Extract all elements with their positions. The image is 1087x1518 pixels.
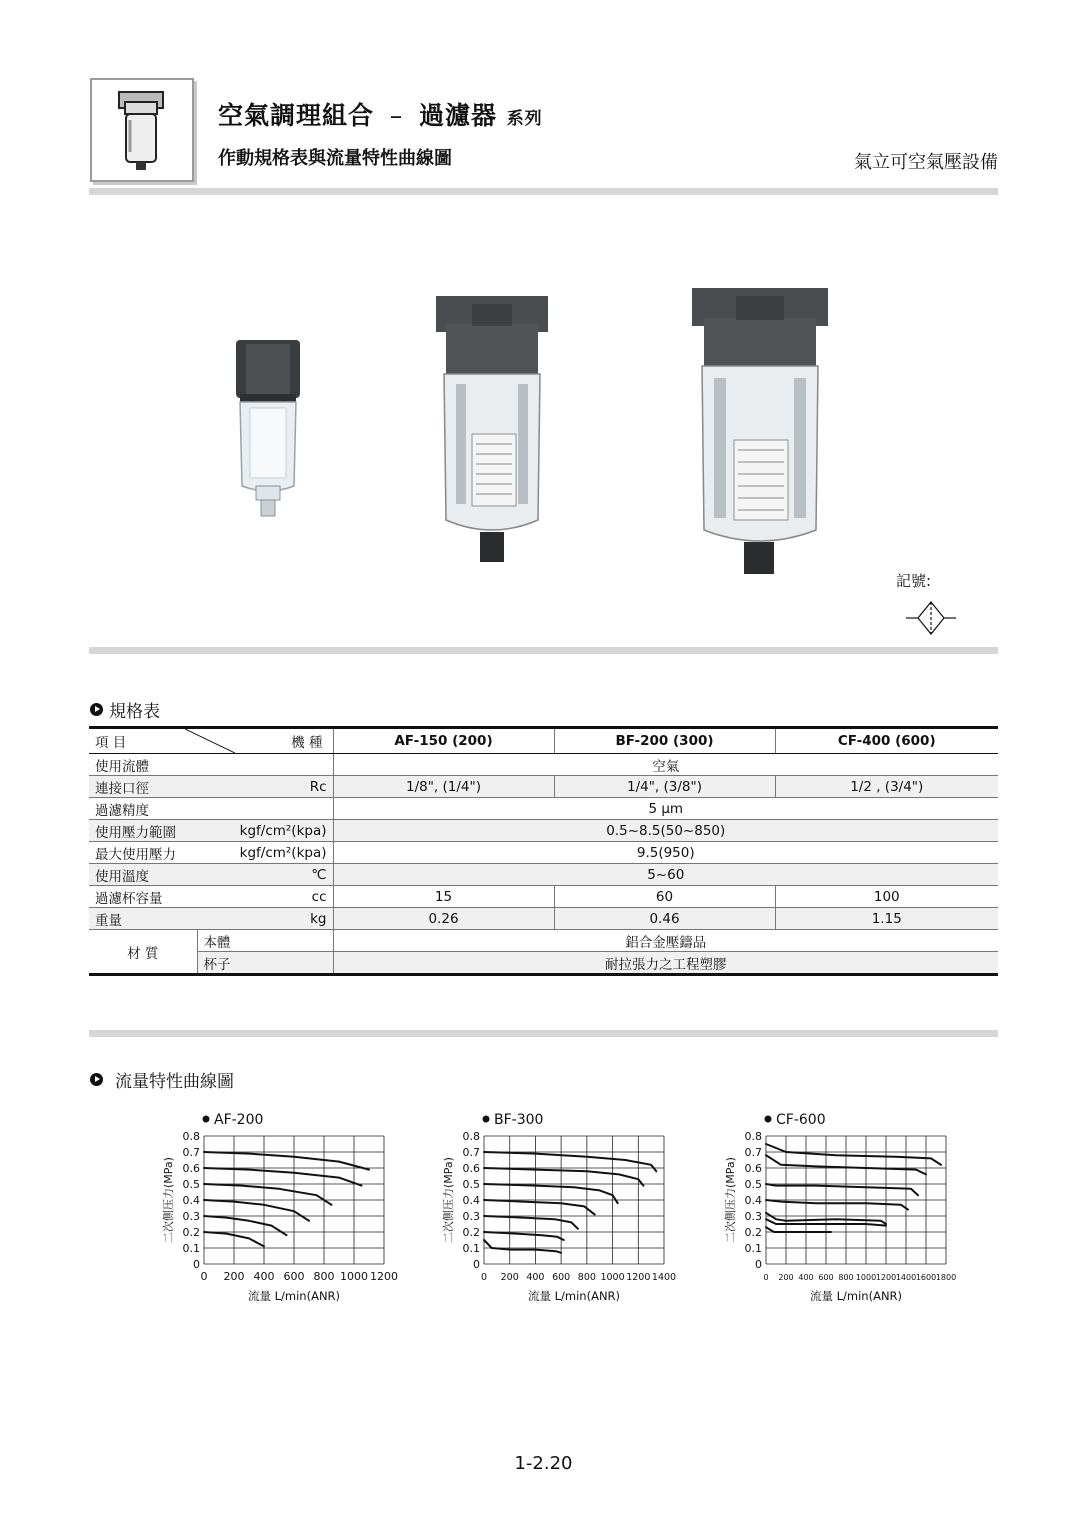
row-label: 使用壓力範圍 [89,820,197,842]
row-value: 100 [775,886,998,908]
y-axis-label: 二次側压力(MPa) [162,1157,175,1243]
y-tick-label: 0.7 [462,1146,480,1159]
spec-row-fluid [89,754,998,776]
section-divider [89,647,998,654]
series-line [204,1152,369,1170]
y-tick-label: 0.5 [182,1178,200,1191]
row-value: 5~60 [333,864,998,886]
y-tick-label: 0.8 [182,1130,200,1143]
x-axis-label: 流量 L/min(ANR) [809,1289,903,1303]
material-label: 材 質 [89,930,197,975]
row-value: 0.5~8.5(50~850) [333,820,998,842]
spec-heading [90,697,160,722]
material-value: 耐拉張力之工程塑膠 [333,952,998,975]
x-axis-label: 流量 L/min(ANR) [527,1289,621,1303]
y-tick-label: 0.4 [462,1194,480,1207]
y-tick-label: 0.2 [182,1226,200,1239]
flow-chart-cf600 [722,1108,982,1308]
legend-bullet-icon [483,1116,490,1123]
material-part: 本體 [197,930,333,952]
row-unit: kgf/cm²(kpa) [197,820,333,842]
y-tick-label: 0.7 [744,1146,762,1159]
row-value: 15 [333,886,554,908]
series-line [484,1216,578,1229]
spec-row-weight [89,908,998,930]
x-tick-label: 600 [552,1272,571,1283]
series-line [484,1200,595,1214]
y-tick-label: 0.5 [744,1178,762,1191]
row-label: 最大使用壓力 [89,842,197,864]
page-title [218,96,543,132]
y-tick-label: 0.3 [744,1210,762,1223]
row-value: 1/4", (3/8") [554,776,775,798]
row-value: 空氣 [333,754,998,776]
x-tick-label: 1200 [370,1270,398,1283]
x-tick-label: 1600 [915,1273,937,1282]
series-line [484,1232,564,1240]
spec-header-row [89,728,998,754]
spec-row-temperature [89,864,998,886]
series-line [204,1168,362,1186]
row-value: 9.5(950) [333,842,998,864]
x-tick-label: 1200 [875,1273,897,1282]
x-tick-label: 1200 [626,1272,651,1283]
page-number: 1-2.20 [514,1453,573,1474]
row-unit: Rc [197,776,333,798]
y-tick-label: 0.4 [744,1194,762,1207]
row-unit: cc [197,886,333,908]
y-tick-label: 0 [473,1258,480,1271]
y-tick-label: 0.3 [462,1210,480,1223]
flow-heading [90,1067,234,1092]
x-tick-label: 0 [480,1272,488,1283]
title-product: 過濾器 [418,101,497,130]
corner-right-label: 機 種 [291,735,323,751]
x-tick-label: 800 [313,1270,335,1283]
row-label: 重量 [89,908,197,930]
legend-bullet-icon [765,1116,772,1123]
series-line [766,1227,831,1232]
row-label: 連接口徑 [89,776,197,798]
chart-title: AF-200 [214,1112,264,1128]
model-header: AF-150 (200) [333,728,554,754]
spec-row-max-pressure [89,842,998,864]
page-subtitle: 作動規格表與流量特性曲線圖 [218,148,452,169]
corner-left-label: 項 目 [95,735,127,751]
chart-title: BF-300 [494,1112,544,1128]
y-tick-label: 0 [193,1258,200,1271]
row-unit: kgf/cm²(kpa) [197,842,333,864]
x-tick-label: 200 [223,1270,245,1283]
y-tick-label: 0.2 [744,1226,762,1239]
corner-diagonal [185,729,235,753]
material-part: 杯子 [197,952,333,975]
row-value: 5 μm [333,798,998,820]
y-tick-label: 0.8 [462,1130,480,1143]
y-tick-label: 0.2 [462,1226,480,1239]
y-tick-label: 0.6 [462,1162,480,1175]
y-tick-label: 0.6 [182,1162,200,1175]
flow-chart-bf300 [440,1108,700,1308]
y-tick-label: 0.1 [744,1242,762,1255]
y-tick-label: 0.8 [744,1130,762,1143]
spec-row-material-bowl [89,952,998,975]
spec-row-pressure-range [89,820,998,842]
row-label: 過濾精度 [89,798,333,820]
row-value: 0.26 [333,908,554,930]
y-tick-label: 0.6 [744,1162,762,1175]
header-divider [89,188,998,195]
x-tick-label: 400 [526,1272,545,1283]
bullet-arrow-icon [90,703,103,716]
row-value: 1.15 [775,908,998,930]
filter-symbol-icon [906,598,956,638]
x-tick-label: 800 [838,1273,854,1282]
row-value: 1/8", (1/4") [333,776,554,798]
y-tick-label: 0 [755,1258,762,1271]
spec-row-material-body [89,930,998,952]
x-tick-label: 1400 [895,1273,917,1282]
series-line [766,1184,918,1195]
bullet-arrow-icon [90,1073,103,1086]
x-tick-label: 1000 [600,1272,625,1283]
series-line [484,1168,643,1186]
row-value: 60 [554,886,775,908]
x-tick-label: 1000 [855,1273,877,1282]
legend-bullet-icon [203,1116,210,1123]
series-line [766,1144,941,1165]
y-tick-label: 0.1 [182,1242,200,1255]
x-tick-label: 600 [818,1273,834,1282]
y-tick-label: 0.7 [182,1146,200,1159]
flow-chart-af200 [160,1108,420,1308]
spec-row-port [89,776,998,798]
y-axis-label: 二次側压力(MPa) [442,1157,455,1243]
spec-corner-cell [89,728,333,754]
x-tick-label: 200 [500,1272,519,1283]
flow-heading-text: 流量特性曲線圖 [115,1072,234,1092]
chart-title: CF-600 [776,1112,826,1128]
model-header: CF-400 (600) [775,728,998,754]
row-label: 使用溫度 [89,864,197,886]
y-tick-label: 0.5 [462,1178,480,1191]
spec-table [89,726,998,976]
title-main: 空氣調理組合 [218,101,375,130]
y-tick-label: 0.3 [182,1210,200,1223]
filter-large-photo [688,286,832,576]
filter-medium-photo [432,294,552,564]
section-divider [89,1030,998,1037]
row-unit: kg [197,908,333,930]
row-unit: ℃ [197,864,333,886]
row-value: 1/2 , (3/4") [775,776,998,798]
model-header: BF-200 (300) [554,728,775,754]
x-tick-label: 1800 [935,1273,957,1282]
x-tick-label: 800 [577,1272,596,1283]
y-axis-label: 二次側压力(MPa) [724,1157,737,1243]
series-line [766,1200,908,1210]
x-tick-label: 600 [283,1270,305,1283]
x-axis-label: 流量 L/min(ANR) [247,1289,341,1303]
title-suffix: 系列 [506,109,543,129]
y-tick-label: 0.4 [182,1194,200,1207]
title-separator: – [389,101,404,130]
spec-row-bowl-capacity [89,886,998,908]
x-tick-label: 0 [763,1273,769,1282]
x-tick-label: 0 [200,1270,208,1283]
x-tick-label: 400 [253,1270,275,1283]
row-value: 0.46 [554,908,775,930]
filter-small-photo [230,336,310,526]
filter-thumbnail-icon [92,80,192,180]
x-tick-label: 1000 [340,1270,368,1283]
material-value: 鋁合金壓鑄品 [333,930,998,952]
x-tick-label: 1400 [651,1272,677,1283]
company-name: 氣立可空氣壓設備 [854,152,998,173]
row-label: 使用流體 [95,758,149,775]
spec-row-precision [89,798,998,820]
spec-heading-text: 規格表 [109,702,160,722]
row-label: 過濾杯容量 [89,886,197,908]
series-line [484,1240,561,1253]
x-tick-label: 400 [798,1273,814,1282]
product-thumbnail [90,78,194,182]
y-tick-label: 0.1 [462,1242,480,1255]
symbol-label: 記號: [896,572,932,590]
x-tick-label: 200 [778,1273,794,1282]
